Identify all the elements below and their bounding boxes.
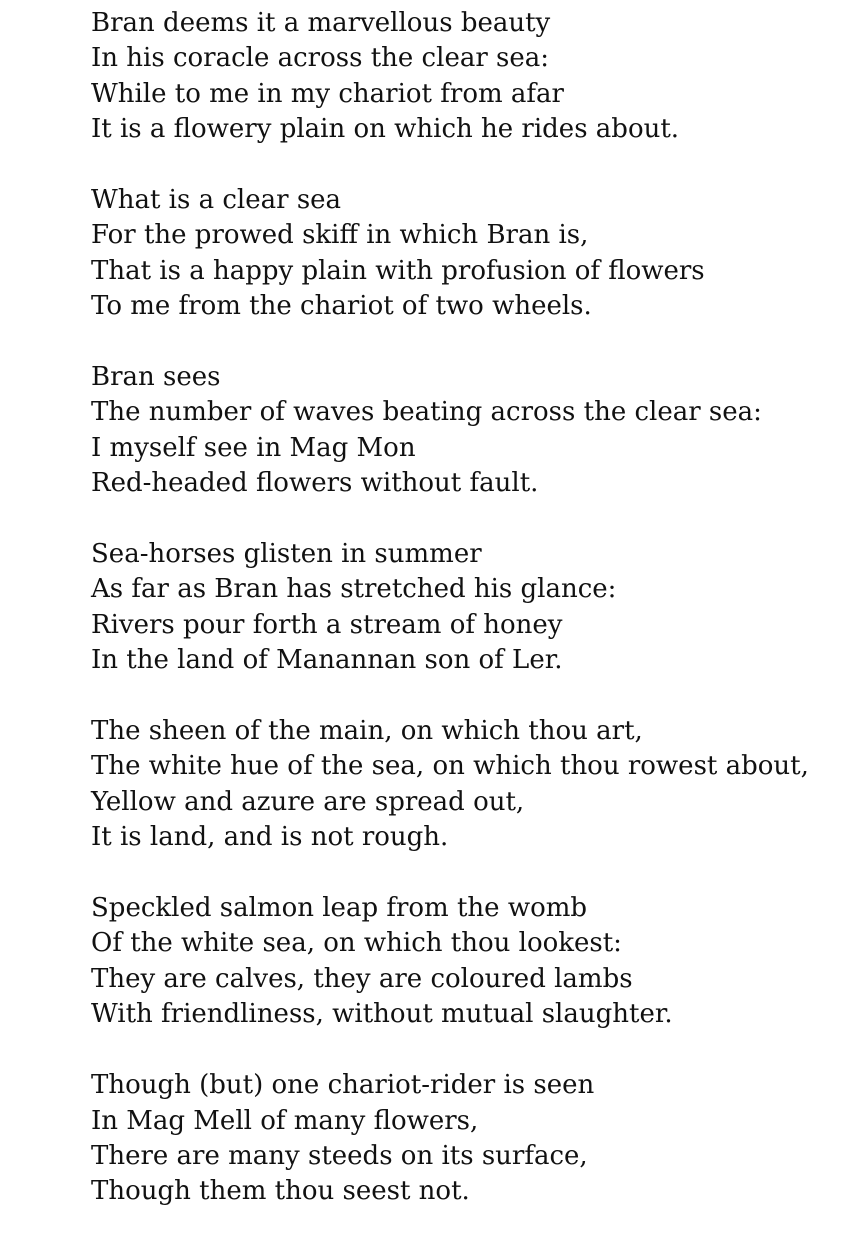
- stanza-7: [91, 1068, 861, 1210]
- poem-line: As far as Bran has stretched his glance:: [91, 574, 617, 605]
- poem-line: It is a flowery plain on which he rides about.: [91, 114, 680, 145]
- poem-line: The number of waves beating across the clear sea:: [91, 397, 762, 428]
- poem-line: Yellow and azure are spread out,: [91, 786, 525, 817]
- poem-line: While to me in my chariot from afar: [91, 78, 564, 109]
- poem-line: Sea-horses glisten in summer: [91, 539, 482, 570]
- poem-line: That is a happy plain with profusion of flowers: [91, 255, 705, 286]
- poem-line: In Mag Mell of many flowers,: [91, 1105, 479, 1136]
- stanza-4: [91, 537, 861, 679]
- poem-line: Bran deems it a marvellous beauty: [91, 8, 551, 38]
- poem-line: They are calves, they are coloured lambs: [91, 963, 633, 994]
- poem-line: Though them thou seest not.: [91, 1176, 470, 1207]
- stanza-5: [91, 714, 861, 856]
- poem-line: Speckled salmon leap from the womb: [91, 893, 588, 924]
- poem-line: For the prowed skiff in which Bran is,: [91, 220, 589, 251]
- poem-line: Of the white sea, on which thou lookest:: [91, 928, 622, 959]
- poem-line: Though (but) one chariot-rider is seen: [91, 1070, 595, 1101]
- poem-line: Red-headed flowers without fault.: [91, 468, 539, 499]
- poem-line: Rivers pour forth a stream of honey: [91, 609, 563, 640]
- poem-line: In the land of Manannan son of Ler.: [91, 645, 563, 676]
- poem-line: The sheen of the main, on which thou art,: [91, 716, 643, 747]
- stanza-2: [91, 183, 861, 325]
- poem-line: I myself see in Mag Mon: [91, 432, 416, 463]
- poem-line: There are many steeds on its surface,: [91, 1140, 588, 1171]
- poem-line: In his coracle across the clear sea:: [91, 43, 550, 74]
- poem-line: To me from the chariot of two wheels.: [91, 291, 592, 322]
- poem-page: [91, 6, 861, 1245]
- poem-line: What is a clear sea: [91, 185, 342, 216]
- poem-line: Bran sees: [91, 362, 221, 393]
- stanza-1: [91, 6, 861, 148]
- poem-line: It is land, and is not rough.: [91, 822, 449, 853]
- poem-line: The white hue of the sea, on which thou rowest about,: [91, 751, 809, 782]
- poem-line: With friendliness, without mutual slaughter.: [91, 999, 673, 1030]
- stanza-6: [91, 891, 861, 1033]
- stanza-3: [91, 360, 861, 502]
